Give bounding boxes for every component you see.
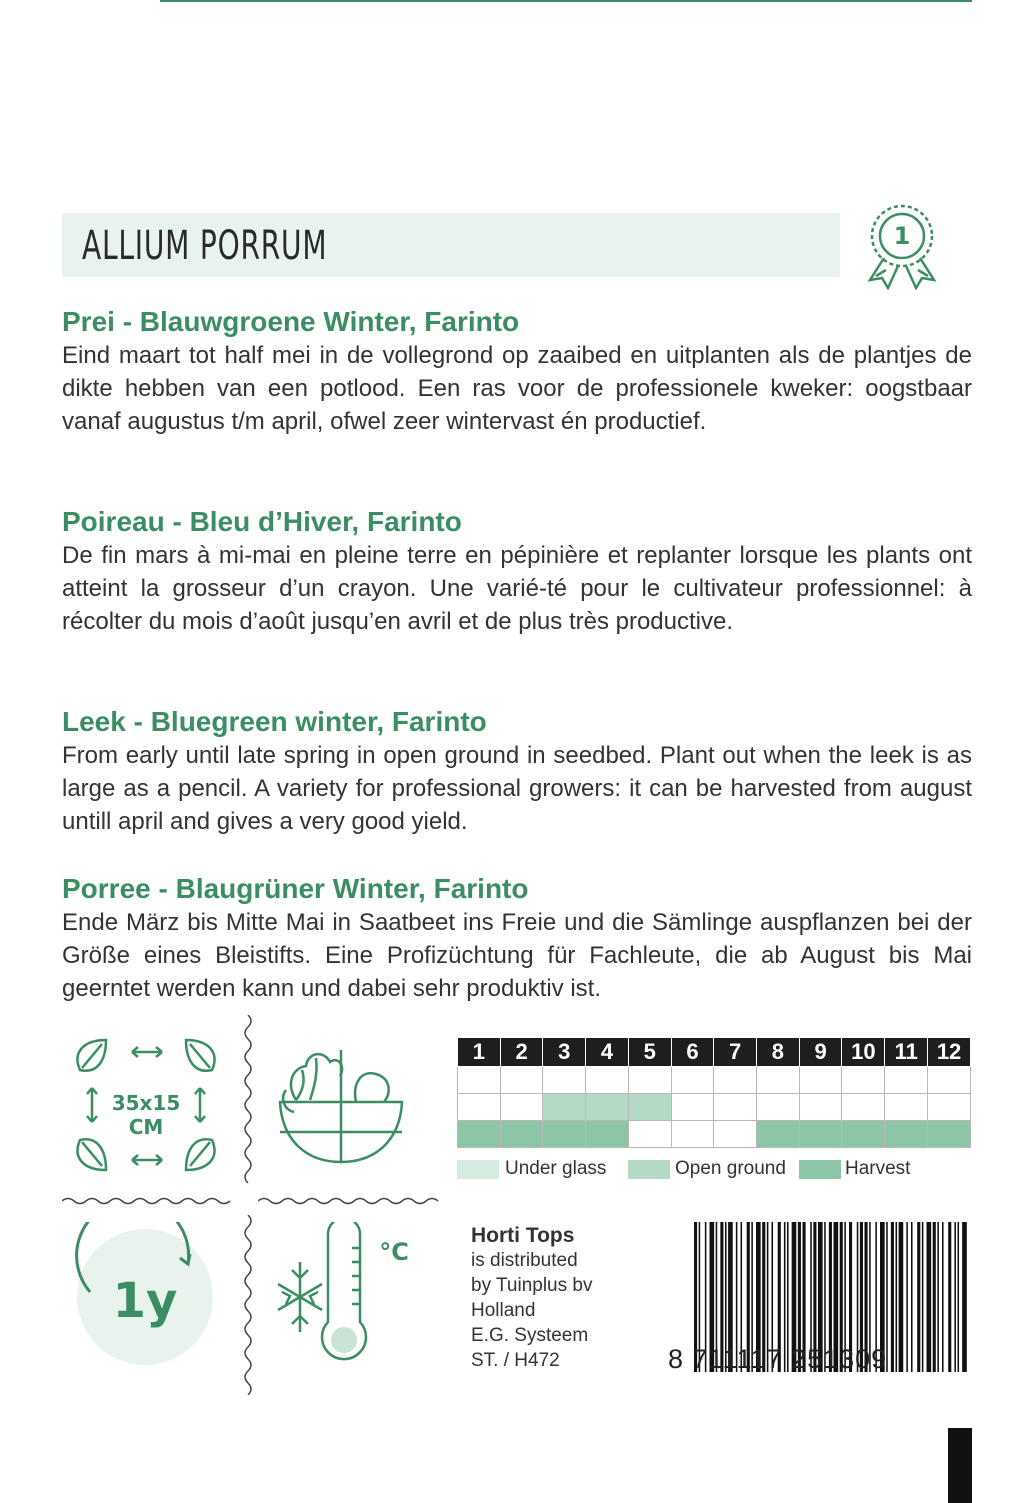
calendar-cell bbox=[885, 1094, 928, 1121]
barcode-bar bbox=[906, 1222, 908, 1372]
annual-cycle-icon bbox=[70, 1222, 220, 1372]
calendar-cell bbox=[458, 1121, 501, 1148]
calendar-cell bbox=[500, 1067, 543, 1094]
barcode-bar bbox=[962, 1222, 967, 1372]
legend-swatch-open-ground bbox=[628, 1160, 670, 1179]
legend-swatch-under-glass bbox=[457, 1160, 499, 1179]
month-label: 1 bbox=[458, 1038, 501, 1067]
barcode-bar bbox=[896, 1222, 898, 1372]
lifecycle-label: 1y bbox=[112, 1273, 178, 1329]
section-title: Poireau - Bleu d’Hiver, Farinto bbox=[62, 506, 462, 537]
distributor-line: ST. / H472 bbox=[471, 1350, 560, 1371]
calendar-cell bbox=[543, 1067, 586, 1094]
section-text: Eind maart tot half mei in de vollegrond op zaaibed en uitplanten als de plantjes de dikte hebben van een potlood. Een ras voor de professionele kweker: oogstbaar vanaf augustus t/m april, ofwel zeer wintervast én productief. bbox=[62, 342, 972, 435]
barcode-bar bbox=[891, 1222, 894, 1372]
legend-label: Open ground bbox=[675, 1158, 786, 1179]
calendar-cell bbox=[928, 1067, 971, 1094]
month-label: 2 bbox=[500, 1038, 543, 1067]
frost-thermometer-icon bbox=[272, 1222, 412, 1377]
calendar-cell bbox=[671, 1121, 714, 1148]
calendar-cell bbox=[757, 1121, 800, 1148]
barcode-number: 8 711117 251309 bbox=[668, 1344, 888, 1374]
calendar-cell bbox=[714, 1094, 757, 1121]
calendar-cell bbox=[586, 1094, 629, 1121]
calendar-cell bbox=[714, 1067, 757, 1094]
section-dutch bbox=[62, 305, 972, 438]
month-label: 6 bbox=[671, 1038, 714, 1067]
month-label: 8 bbox=[757, 1038, 800, 1067]
month-label: 3 bbox=[543, 1038, 586, 1067]
calendar-cell bbox=[842, 1094, 885, 1121]
barcode-bar bbox=[937, 1222, 939, 1372]
calendar-cell bbox=[928, 1121, 971, 1148]
calendar-cell bbox=[714, 1121, 757, 1148]
calendar-cell bbox=[885, 1067, 928, 1094]
legend-label: Harvest bbox=[845, 1158, 911, 1179]
brand-name: Horti Tops bbox=[471, 1224, 575, 1247]
month-label: 5 bbox=[628, 1038, 671, 1067]
month-label: 7 bbox=[714, 1038, 757, 1067]
calendar-cell bbox=[842, 1067, 885, 1094]
barcode-bar bbox=[954, 1222, 956, 1372]
calendar-cell bbox=[543, 1121, 586, 1148]
vegetable-bowl-icon bbox=[272, 1040, 412, 1170]
wavy-divider bbox=[258, 1196, 440, 1206]
calendar-cell bbox=[842, 1121, 885, 1148]
top-rule bbox=[160, 0, 972, 2]
corner-mark bbox=[948, 1428, 972, 1503]
calendar-cell bbox=[500, 1121, 543, 1148]
section-german bbox=[62, 872, 972, 1005]
calendar-cell bbox=[799, 1094, 842, 1121]
month-label: 10 bbox=[842, 1038, 885, 1067]
section-text: De fin mars à mi-mai en pleine terre en pépinière et replanter lorsque les plants ont atteint la grosseur d’un crayon. Une varié-té pour le cultivateur professionnel: à récolter du mois d’août jusqu’en avril et de plus très productive. bbox=[62, 542, 972, 635]
calendar-row bbox=[458, 1067, 971, 1094]
species-banner bbox=[62, 213, 840, 277]
award-badge-icon bbox=[862, 200, 942, 290]
calendar-cell bbox=[628, 1094, 671, 1121]
section-title: Leek - Bluegreen winter, Farinto bbox=[62, 706, 487, 737]
calendar-cell bbox=[628, 1067, 671, 1094]
calendar-row bbox=[458, 1121, 971, 1148]
calendar-cell bbox=[885, 1121, 928, 1148]
distributor-line: Holland bbox=[471, 1300, 536, 1321]
distributor-line: is distributed bbox=[471, 1250, 578, 1271]
spacing-unit: CM bbox=[128, 1115, 164, 1139]
calendar-cell bbox=[757, 1094, 800, 1121]
distributor-line: by Tuinplus bv bbox=[471, 1275, 593, 1296]
species-name: ALLIUM PORRUM bbox=[82, 223, 328, 269]
barcode-bar bbox=[927, 1222, 932, 1372]
barcode-bar bbox=[933, 1222, 936, 1372]
barcode-bar bbox=[917, 1222, 920, 1372]
section-title: Prei - Blauwgroene Winter, Farinto bbox=[62, 306, 520, 337]
section-text: Ende März bis Mitte Mai in Saatbeet ins Freie und die Sämlinge auspflanzen bei der Größe eines Bleistifts. Eine Profizüchtung für Fachleute, die ab August bis Mai geerntet werden kann und dabei sehr produktiv ist. bbox=[62, 909, 972, 1002]
barcode-bar bbox=[942, 1222, 944, 1372]
calendar-cell bbox=[458, 1067, 501, 1094]
barcode-bar bbox=[922, 1222, 924, 1372]
calendar-cell bbox=[799, 1067, 842, 1094]
barcode-bar bbox=[899, 1222, 904, 1372]
distributor-info bbox=[471, 1223, 592, 1373]
calendar-cell bbox=[799, 1121, 842, 1148]
calendar-cell bbox=[500, 1094, 543, 1121]
section-english bbox=[62, 705, 972, 838]
calendar-cell bbox=[543, 1094, 586, 1121]
month-label: 4 bbox=[586, 1038, 629, 1067]
legend-swatch-harvest bbox=[799, 1160, 841, 1179]
sowing-calendar bbox=[457, 1037, 971, 1148]
wavy-divider bbox=[240, 1015, 256, 1185]
temperature-unit: °C bbox=[379, 1238, 409, 1266]
leaf-spacing-icon bbox=[62, 1030, 232, 1180]
barcode-bar bbox=[958, 1222, 960, 1372]
calendar-header-row bbox=[458, 1038, 971, 1067]
calendar-cell bbox=[671, 1094, 714, 1121]
distributor-line: E.G. Systeem bbox=[471, 1325, 589, 1346]
calendar-legend bbox=[457, 1158, 977, 1184]
legend-label: Under glass bbox=[505, 1158, 607, 1179]
calendar-cell bbox=[928, 1094, 971, 1121]
spacing-label: 35x15 bbox=[111, 1091, 181, 1115]
badge-number: 1 bbox=[893, 222, 911, 250]
calendar-row bbox=[458, 1094, 971, 1121]
calendar-cell bbox=[458, 1094, 501, 1121]
section-title: Porree - Blaugrüner Winter, Farinto bbox=[62, 873, 529, 904]
wavy-divider bbox=[62, 1196, 232, 1206]
calendar-cell bbox=[628, 1121, 671, 1148]
wavy-divider bbox=[240, 1215, 256, 1395]
calendar-cell bbox=[586, 1067, 629, 1094]
section-french bbox=[62, 505, 972, 638]
month-label: 11 bbox=[885, 1038, 928, 1067]
month-label: 12 bbox=[928, 1038, 971, 1067]
barcode-bar bbox=[911, 1222, 913, 1372]
calendar-cell bbox=[671, 1067, 714, 1094]
barcode-bar bbox=[948, 1222, 951, 1372]
month-label: 9 bbox=[799, 1038, 842, 1067]
calendar-cell bbox=[586, 1121, 629, 1148]
calendar-cell bbox=[757, 1067, 800, 1094]
section-text: From early until late spring in open ground in seedbed. Plant out when the leek is as large as a pencil. A variety for professional growers: it can be harvested from august untill april and gives a very good yield. bbox=[62, 742, 972, 835]
